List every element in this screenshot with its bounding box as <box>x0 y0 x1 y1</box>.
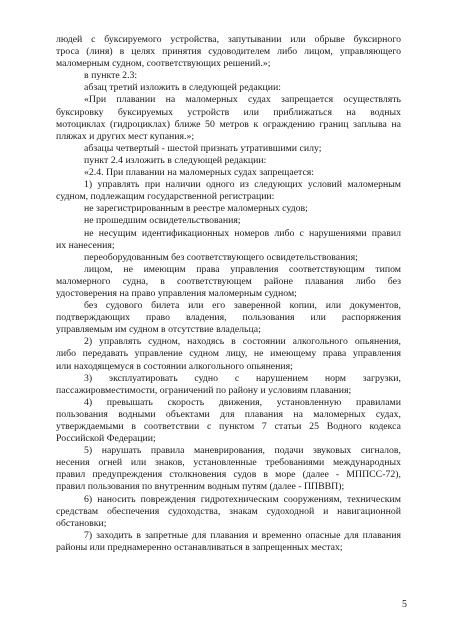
text-line: несения огней или знаков, установленные требованиями международных <box>56 457 401 469</box>
text-line: мотоциклах (гидроциклах) ближе 50 метров к ограждению границ заплыва на <box>56 118 401 130</box>
text-line: обстановки; <box>56 517 107 529</box>
text-line: «2.4. При плавании на маломерных судах запрещается: <box>84 167 315 179</box>
text-line: 5) нарушать правила маневрирования, подачи звуковых сигналов, <box>84 445 401 457</box>
text-line: 7) заходить в запретные для плавания и временно опасные для плавания <box>84 529 401 541</box>
text-line: 2) управлять судном, находясь в состоянии алкогольного опьянения, <box>84 336 401 348</box>
text-line: абзацы четвертый - шестой признать утратившими силу; <box>84 142 322 154</box>
text-line: их нанесения; <box>56 239 115 251</box>
text-line: правил предупреждения столкновения судов в море (далее - МППСС-72), <box>56 469 401 481</box>
text-line: правил пользования по внутренним водным путям (далее - ППВВП); <box>56 481 345 493</box>
text-line: 6) наносить повреждения гидротехническим сооружениям, техническим <box>84 493 401 505</box>
text-line: пассажировместимости, ограничений по району и условиям плавания; <box>56 384 352 396</box>
text-line: пользования водными объектами для плавания на маломерных судах, <box>56 408 401 420</box>
text-line: «При плавании на маломерных судах запрещается осуществлять <box>84 94 401 106</box>
text-line: без судового билета или его заверенной копии, или документов, <box>84 300 401 312</box>
text-line: абзац третий изложить в следующей редакции: <box>84 82 281 94</box>
text-line: подтверждающих право владения, пользования или распоряжения <box>56 312 401 324</box>
text-line: Российской Федерации; <box>56 433 156 445</box>
text-line: районы или преднамеренно останавливаться в запрещенных местах; <box>56 541 343 553</box>
text-line: средствам обеспечения судоходства, знакам судоходной и навигационной <box>56 505 401 517</box>
text-line: пляжах и других мест купания.»; <box>56 130 195 142</box>
text-line: не зарегистрированным в реестре маломерных судов; <box>84 203 308 215</box>
text-line: буксировку буксируемых устройств или приближаться на водных <box>56 106 401 118</box>
text-line: людей с буксируемого устройства, запутывании или обрыве буксирного <box>56 34 401 45</box>
text-line: или находящемуся в состоянии алкогольного опьянения; <box>56 360 293 372</box>
text-line: утверждаемыми в соответствии с пунктом 7 статьи 25 Водного кодекса <box>56 421 401 432</box>
text-line: троса (линя) в целях принятия судоводителем либо лицом, управляющего <box>56 46 401 58</box>
text-line: 3) эксплуатировать судно с нарушением норм загрузки, <box>84 372 401 384</box>
text-line: судном, подлежащим государственной регистрации: <box>56 191 275 203</box>
text-line: 1) управлять при наличии одного из следующих условий маломерным <box>84 179 401 191</box>
text-line: пункт 2.4 изложить в следующей редакции: <box>84 154 267 166</box>
text-line: маломерного судна, в соответствующем районе плавания либо без <box>56 275 401 287</box>
text-line: в пункте 2.3: <box>84 70 138 82</box>
page-number: 5 <box>402 599 407 610</box>
body-text <box>56 34 401 554</box>
text-line: 4) превышать скорость движения, установленную правилами <box>84 396 401 408</box>
text-line: не несущим идентификационных номеров либо с нарушениями правил <box>84 227 401 239</box>
text-line: маломерным судном, соответствующих решений.»; <box>56 58 271 70</box>
text-line: лицом, не имеющим права управления соответствующим типом <box>84 263 401 275</box>
text-line: не прошедшим освидетельствования; <box>84 215 241 227</box>
text-line: переоборудованным без соответствующего освидетельствования; <box>84 251 358 263</box>
text-line: удостоверения на право управления маломерным судном; <box>56 287 297 299</box>
text-line: либо передавать управление судном лицу, не имеющему права управления <box>56 348 401 360</box>
text-line: управляемым им судном в отсутствие владельца; <box>56 324 261 336</box>
